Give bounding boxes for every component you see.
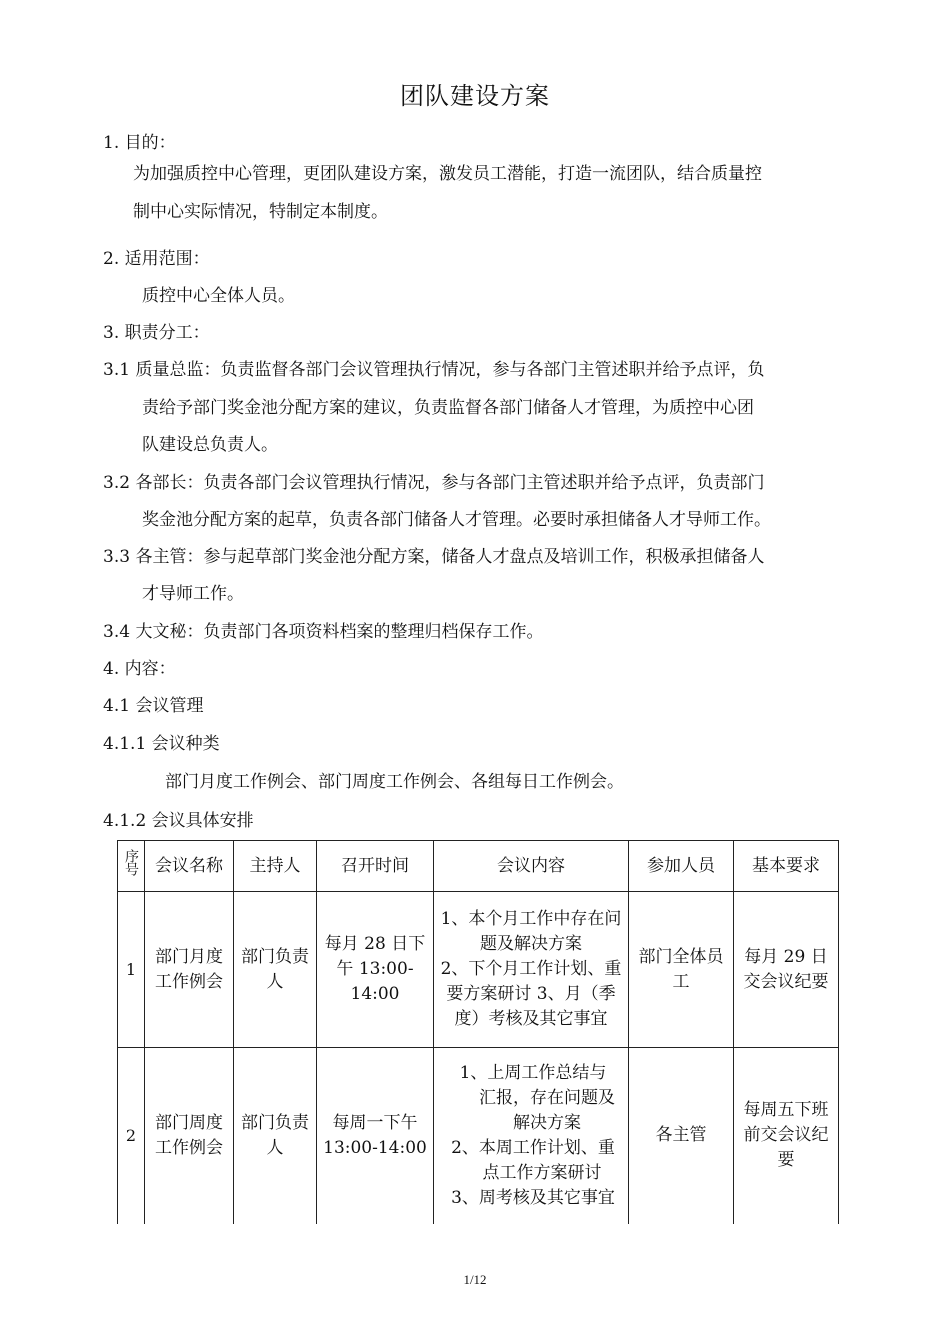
row-2-content-line-4: 2、本周工作计划、重 bbox=[451, 1137, 615, 1158]
section-3-2-line-1: 3.2 各部长：负责各部门会议管理执行情况，参与各部门主管述职并给予点评，负责部门 bbox=[103, 473, 765, 493]
row-1-content-item-2: 2、下个月工作计划、重要方案研讨 3、月（季度）考核及其它事宜 bbox=[440, 959, 622, 1029]
section-4-1-1-heading: 4.1.1 会议种类 bbox=[103, 734, 220, 754]
row-2-content-line-1: 1、上周工作总结与 bbox=[459, 1062, 607, 1083]
header-no-label: 序号 bbox=[123, 849, 139, 875]
section-2-heading: 2. 适用范围： bbox=[103, 249, 210, 269]
table-row bbox=[118, 1048, 839, 1224]
header-host: 主持人 bbox=[234, 841, 317, 892]
row-2-content-line-6: 3、周考核及其它事宜 bbox=[451, 1187, 615, 1208]
row-2-content-line-5: 点工作方案研讨 bbox=[482, 1162, 602, 1183]
header-no bbox=[118, 841, 145, 892]
section-3-3-line-1: 3.3 各主管：参与起草部门奖金池分配方案，储备人才盘点及培训工作，积极承担储备人 bbox=[103, 547, 765, 567]
row-2-name: 部门周度工作例会 bbox=[145, 1048, 234, 1224]
section-4-1-heading: 4.1 会议管理 bbox=[103, 696, 204, 716]
table-header-row bbox=[118, 841, 839, 892]
section-3-1-line-3: 队建设总负责人。 bbox=[142, 435, 278, 455]
section-1-heading: 1. 目的： bbox=[103, 133, 176, 153]
row-2-time: 每周一下午 13:00-14:00 bbox=[317, 1048, 434, 1224]
document-title: 团队建设方案 bbox=[400, 82, 550, 110]
header-content: 会议内容 bbox=[434, 841, 629, 892]
section-3-1-line-2: 责给予部门奖金池分配方案的建议，负责监督各部门储备人才管理，为质控中心团 bbox=[142, 398, 754, 418]
section-4-heading: 4. 内容： bbox=[103, 659, 176, 679]
row-1-attendees: 部门全体员工 bbox=[629, 892, 734, 1048]
row-2-requirement: 每周五下班前交会议纪要 bbox=[734, 1048, 839, 1224]
section-3-heading: 3. 职责分工： bbox=[103, 323, 210, 343]
section-3-2-line-2: 奖金池分配方案的起草，负责各部门储备人才管理。必要时承担储备人才导师工作。 bbox=[142, 510, 771, 530]
section-4-1-2-heading: 4.1.2 会议具体安排 bbox=[103, 811, 254, 831]
header-time: 召开时间 bbox=[317, 841, 434, 892]
header-attendees: 参加人员 bbox=[629, 841, 734, 892]
section-3-3-line-2: 才导师工作。 bbox=[142, 584, 244, 604]
section-1-body-line-1: 为加强质控中心管理，更团队建设方案，激发员工潜能，打造一流团队，结合质量控 bbox=[133, 164, 762, 184]
row-1-no: 1 bbox=[118, 892, 145, 1048]
row-1-host: 部门负责人 bbox=[234, 892, 317, 1048]
row-2-attendees: 各主管 bbox=[629, 1048, 734, 1224]
section-4-1-1-body: 部门月度工作例会、部门周度工作例会、各组每日工作例会。 bbox=[165, 772, 624, 792]
row-1-name: 部门月度工作例会 bbox=[145, 892, 234, 1048]
row-1-requirement: 每月 29 日交会议纪要 bbox=[734, 892, 839, 1048]
header-name: 会议名称 bbox=[145, 841, 234, 892]
table-row bbox=[118, 892, 839, 1048]
header-requirement: 基本要求 bbox=[734, 841, 839, 892]
section-3-4-line-1: 3.4 大文秘：负责部门各项资料档案的整理归档保存工作。 bbox=[103, 622, 544, 642]
row-2-content bbox=[434, 1048, 629, 1224]
row-2-host: 部门负责人 bbox=[234, 1048, 317, 1224]
section-3-1-line-1: 3.1 质量总监：负责监督各部门会议管理执行情况，参与各部门主管述职并给予点评，负 bbox=[103, 360, 765, 380]
section-1-body-line-2: 制中心实际情况，特制定本制度。 bbox=[133, 202, 388, 222]
section-2-body: 质控中心全体人员。 bbox=[142, 286, 295, 306]
meeting-schedule-table bbox=[117, 840, 839, 1224]
row-2-content-line-3: 解决方案 bbox=[513, 1112, 581, 1133]
page-number: 1/12 bbox=[463, 1272, 487, 1287]
row-2-content-line-2: 汇报，存在问题及 bbox=[479, 1087, 615, 1108]
row-1-content bbox=[434, 892, 629, 1048]
row-1-content-item-1: 1、本个月工作中存在问题及解决方案 bbox=[440, 909, 622, 954]
row-1-time: 每月 28 日下午 13:00-14:00 bbox=[317, 892, 434, 1048]
row-2-no: 2 bbox=[118, 1048, 145, 1224]
